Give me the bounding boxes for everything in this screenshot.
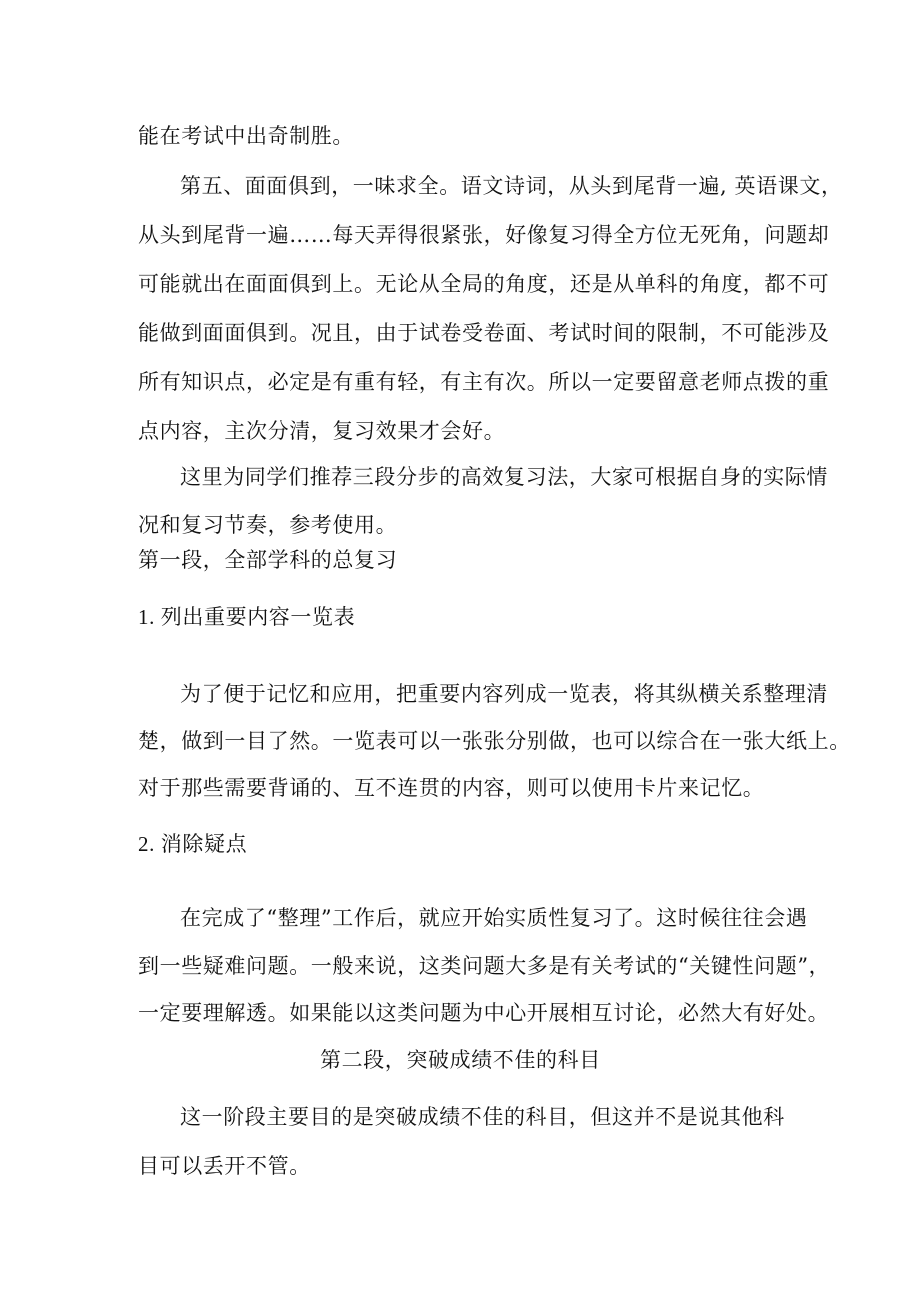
- subsection-heading: 2. 消除疑点: [138, 832, 248, 856]
- paragraph-line: 为了便于记忆和应用，把重要内容列成一览表，将其纵横关系整理清: [180, 682, 828, 706]
- paragraph-line: 所有知识点，必定是有重有轻，有主有次。所以一定要留意老师点拨的重: [138, 370, 830, 394]
- paragraph-line: 在完成了“整理”工作后，就应开始实质性复习了。这时候往往会遇: [180, 906, 808, 930]
- paragraph-line: 能做到面面俱到。况且，由于试卷受卷面、考试时间的限制，不可能涉及: [138, 321, 830, 345]
- subsection-heading: 1. 列出重要内容一览表: [138, 605, 356, 629]
- paragraph-line: 楚，做到一目了然。一览表可以一张张分别做，也可以综合在一张大纸上。: [138, 729, 851, 753]
- paragraph-line: 可能就出在面面俱到上。无论从全局的角度，还是从单科的角度，都不可: [138, 272, 830, 296]
- paragraph-line: 点内容，主次分清，复习效果才会好。: [138, 419, 506, 443]
- paragraph-line: 对于那些需要背诵的、互不连贯的内容，则可以使用卡片来记忆。: [138, 776, 765, 800]
- paragraph-line: 从头到尾背一遍……每天弄得很紧张，好像复习得全方位无死角，问题却: [138, 223, 830, 247]
- section-heading: 第二段，突破成绩不佳的科目: [320, 1048, 601, 1072]
- paragraph-line: 这里为同学们推荐三段分步的高效复习法，大家可根据自身的实际情: [180, 465, 828, 489]
- paragraph-line: 第五、面面俱到，一味求全。语文诗词，从头到尾背一遍, 英语课文，: [180, 174, 843, 198]
- paragraph-line: 一定要理解透。如果能以这类问题为中心开展相互讨论，必然大有好处。: [138, 1001, 830, 1025]
- paragraph-line: 这一阶段主要目的是突破成绩不佳的科目，但这并不是说其他科: [180, 1105, 785, 1129]
- paragraph-line: 目可以丢开不管。: [138, 1154, 311, 1178]
- section-heading: 第一段，全部学科的总复习: [138, 548, 398, 572]
- paragraph-line: 能在考试中出奇制胜。: [138, 124, 354, 148]
- paragraph-line: 况和复习节奏，参考使用。: [138, 513, 398, 537]
- paragraph-line: 到一些疑难问题。一般来说，这类问题大多是有关考试的“关键性问题”，: [138, 954, 831, 978]
